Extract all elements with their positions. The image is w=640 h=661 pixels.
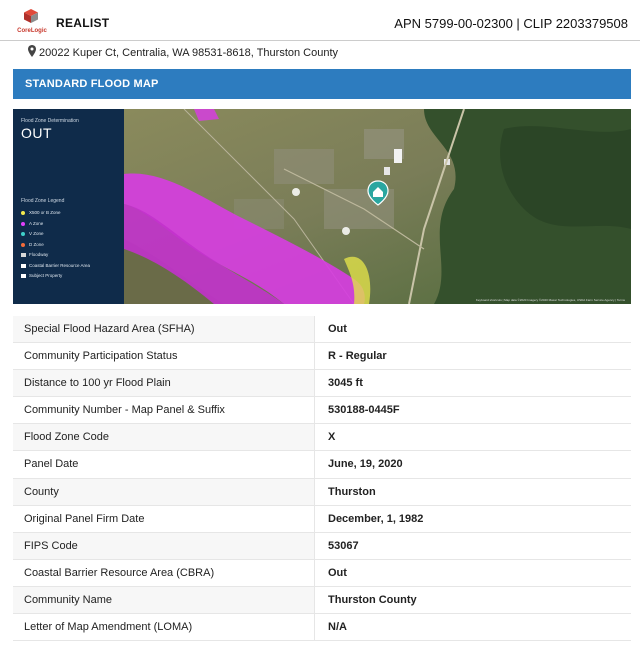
table-row xyxy=(13,533,631,560)
legend-label: D Zone xyxy=(29,241,44,247)
legend-item xyxy=(21,263,90,274)
flood-zone-determination-label: Flood Zone Determination xyxy=(21,118,79,124)
flood-details-table xyxy=(13,316,631,641)
table-row xyxy=(13,587,631,614)
row-value: June, 19, 2020 xyxy=(328,458,403,471)
flood-zone-determination-value: OUT xyxy=(21,125,53,141)
apn-clip-label: APN 5799-00-02300 | CLIP 2203379508 xyxy=(394,16,628,31)
table-row xyxy=(13,397,631,424)
legend-list xyxy=(21,210,90,284)
row-label: Coastal Barrier Resource Area (CBRA) xyxy=(13,560,315,586)
legend-label: Floodway xyxy=(29,252,49,257)
app-name: REALIST xyxy=(56,16,110,30)
row-value: X xyxy=(328,431,336,444)
row-label: Community Number - Map Panel & Suffix xyxy=(13,397,315,423)
legend-label: Coastal Barrier Resource Area xyxy=(29,262,91,268)
legend-item xyxy=(21,210,90,221)
table-row xyxy=(13,614,631,641)
legend-item xyxy=(21,231,90,242)
row-label: Flood Zone Code xyxy=(13,424,315,450)
legend-swatch-icon xyxy=(21,253,26,257)
legend-swatch-icon xyxy=(21,264,26,268)
table-row xyxy=(13,370,631,397)
report-header xyxy=(0,0,640,40)
table-row xyxy=(13,424,631,451)
row-label: Community Name xyxy=(13,587,315,613)
legend-swatch-icon xyxy=(21,211,25,215)
corelogic-cube-icon xyxy=(24,9,38,23)
row-value: December, 1, 1982 xyxy=(328,512,424,525)
legend-label: V Zone xyxy=(29,231,44,236)
row-label: Distance to 100 yr Flood Plain xyxy=(13,370,315,396)
row-value: 53067 xyxy=(328,539,359,552)
legend-swatch-icon xyxy=(21,232,25,236)
table-row xyxy=(13,451,631,478)
map-attribution: Keyboard shortcuts | Map data ©2020 Imagery ©2020 Maxar Technologies, USDA Farm Service Agency | Terms xyxy=(475,298,625,302)
row-label: County xyxy=(13,479,315,505)
row-label: Panel Date xyxy=(13,451,315,477)
row-label: Special Flood Hazard Area (SFHA) xyxy=(13,316,315,342)
row-label: Letter of Map Amendment (LOMA) xyxy=(13,614,315,640)
legend-label: A Zone xyxy=(29,220,44,226)
row-value: 3045 ft xyxy=(328,377,363,390)
table-row xyxy=(13,506,631,533)
row-label: Original Panel Firm Date xyxy=(13,506,315,532)
row-label: FIPS Code xyxy=(13,533,315,559)
legend-item xyxy=(21,242,90,253)
legend-label: Subject Property xyxy=(29,273,63,278)
row-value: 530188-0445F xyxy=(328,404,400,417)
corelogic-logo xyxy=(15,9,49,37)
subject-property-icon xyxy=(21,274,26,278)
satellite-map-imagery[interactable] xyxy=(124,109,631,304)
row-value: Thurston County xyxy=(328,593,417,606)
row-value: N/A xyxy=(328,621,347,634)
row-label: Community Participation Status xyxy=(13,343,315,369)
table-row xyxy=(13,316,631,343)
section-header xyxy=(13,69,631,99)
legend-item xyxy=(21,221,90,232)
table-row xyxy=(13,479,631,506)
row-value: Out xyxy=(328,323,347,335)
row-value: Out xyxy=(328,566,347,579)
legend-item xyxy=(21,273,90,284)
legend-swatch-icon xyxy=(21,222,25,226)
location-pin-icon xyxy=(28,45,36,57)
legend-label: X500 or B Zone xyxy=(29,210,61,215)
row-value: Thurston xyxy=(328,485,376,498)
flood-map[interactable] xyxy=(13,109,631,304)
logo-wordmark: CoreLogic xyxy=(17,28,47,34)
header-divider xyxy=(0,40,640,41)
table-row xyxy=(13,343,631,370)
legend-title: Flood Zone Legend xyxy=(21,198,65,204)
property-address: 20022 Kuper Ct, Centralia, WA 98531-8618, Thurston County xyxy=(39,47,339,59)
table-row xyxy=(13,560,631,587)
legend-swatch-icon xyxy=(21,243,25,247)
section-title: STANDARD FLOOD MAP xyxy=(25,78,159,90)
flood-map-legend-panel xyxy=(13,109,124,304)
legend-item xyxy=(21,252,90,263)
row-value: R - Regular xyxy=(328,350,387,363)
